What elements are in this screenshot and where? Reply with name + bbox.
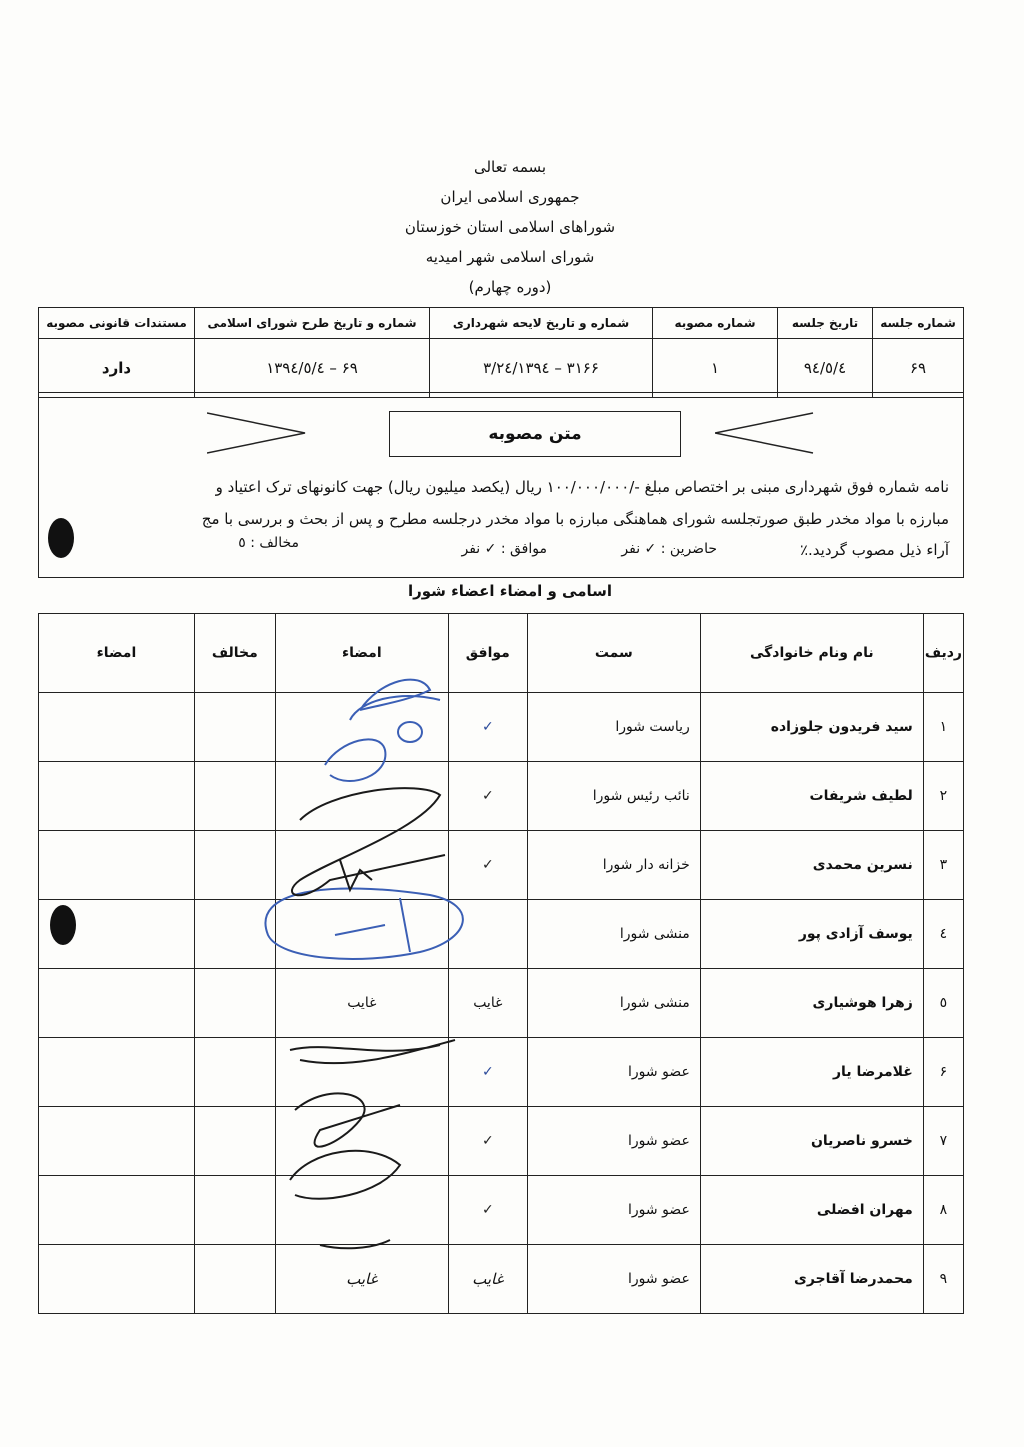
header-line: جمهوری اسلامی ایران bbox=[440, 188, 580, 206]
signature-cell bbox=[275, 1107, 448, 1176]
signature-cell bbox=[275, 831, 448, 900]
agree-mark bbox=[448, 900, 527, 969]
signature-cell bbox=[39, 693, 195, 762]
meta-header: شماره و تاریخ لایحه شهرداری bbox=[430, 308, 653, 339]
meta-value: ۱ bbox=[653, 339, 778, 398]
member-position: ریاست شورا bbox=[527, 693, 700, 762]
signature-cell bbox=[275, 1038, 448, 1107]
member-position: عضو شورا bbox=[527, 1245, 700, 1314]
member-name: لطیف شریفات bbox=[700, 762, 923, 831]
meta-value: ۶۹ – ۱۳۹٤/٥/٤ bbox=[195, 339, 430, 398]
members-header: موافق bbox=[448, 614, 527, 693]
meta-value: ۳۱۶۶ – ۱۳۹٤/۳/۲٤ bbox=[430, 339, 653, 398]
agree-mark: ✓ bbox=[448, 1176, 527, 1245]
table-row bbox=[39, 1176, 964, 1245]
banner-arrow-left bbox=[207, 411, 307, 455]
row-number: ۹ bbox=[923, 1245, 963, 1314]
table-row bbox=[39, 969, 964, 1038]
table-row bbox=[39, 693, 964, 762]
members-header: امضاء bbox=[275, 614, 448, 693]
meta-header: شماره مصوبه bbox=[653, 308, 778, 339]
members-header: سمت bbox=[527, 614, 700, 693]
resolution-line: مبارزه با مواد مخدر طبق صورتجلسه شورای هماهنگی مبارزه با مواد مخدر درجلسه مطرح و پس از بحث و بررسی با مج bbox=[201, 510, 949, 528]
member-position: عضو شورا bbox=[527, 1107, 700, 1176]
member-position: خزانه دار شورا bbox=[527, 831, 700, 900]
document-header bbox=[300, 152, 720, 302]
members-header: مخالف bbox=[194, 614, 275, 693]
agree-mark: ✓ bbox=[448, 1107, 527, 1176]
agree-mark: ✓ bbox=[448, 1038, 527, 1107]
agree-count: موافق : ✓ نفر bbox=[461, 541, 547, 557]
row-number: ۳ bbox=[923, 831, 963, 900]
member-name: مهران افضلی bbox=[700, 1176, 923, 1245]
signature-cell bbox=[39, 1107, 195, 1176]
member-position: عضو شورا bbox=[527, 1176, 700, 1245]
oppose-cell bbox=[194, 831, 275, 900]
table-row bbox=[39, 831, 964, 900]
banner-arrow-right bbox=[715, 411, 815, 455]
members-header: امضاء bbox=[39, 614, 195, 693]
table-row bbox=[39, 762, 964, 831]
resolution-line: آراء ذیل مصوب گردید.٪ bbox=[799, 541, 949, 559]
signature-cell: غایب bbox=[275, 969, 448, 1038]
row-number: ۶ bbox=[923, 1038, 963, 1107]
signature-cell bbox=[39, 969, 195, 1038]
row-number: ۲ bbox=[923, 762, 963, 831]
header-line: شورای اسلامی شهر امیدیه bbox=[425, 248, 595, 266]
meta-header: شماره و تاریخ طرح شورای اسلامی bbox=[195, 308, 430, 339]
signature-cell bbox=[39, 1176, 195, 1245]
header-line: (دوره چهارم) bbox=[468, 278, 552, 296]
signature-cell bbox=[39, 762, 195, 831]
oppose-cell bbox=[194, 1038, 275, 1107]
table-row bbox=[39, 900, 964, 969]
member-position: منشی شورا bbox=[527, 969, 700, 1038]
meta-header: شماره جلسه bbox=[873, 308, 964, 339]
member-name: خسرو ناصریان bbox=[700, 1107, 923, 1176]
signature-cell bbox=[275, 693, 448, 762]
oppose-cell bbox=[194, 693, 275, 762]
table-row bbox=[39, 1245, 964, 1314]
row-number: ۱ bbox=[923, 693, 963, 762]
member-position: منشی شورا bbox=[527, 900, 700, 969]
resolution-line: نامه شماره فوق شهرداری مبنی بر اختصاص مبلغ -/۱۰۰/۰۰۰/۰۰۰ ریال (یکصد میلیون ریال) جهت کانونهای ترک اعتیاد و bbox=[215, 478, 949, 496]
oppose-count: مخالف : ٥ bbox=[238, 535, 299, 551]
member-name: یوسف آزادی پور bbox=[700, 900, 923, 969]
table-row bbox=[39, 1038, 964, 1107]
member-name: سید فریدون جلوزاده bbox=[700, 693, 923, 762]
row-number: ٤ bbox=[923, 900, 963, 969]
oppose-cell bbox=[194, 762, 275, 831]
member-position: عضو شورا bbox=[527, 1038, 700, 1107]
agree-mark: غایب bbox=[448, 969, 527, 1038]
agree-mark: ✓ bbox=[448, 831, 527, 900]
resolution-box bbox=[38, 392, 964, 578]
signature-cell bbox=[39, 1245, 195, 1314]
members-title: اسامی و امضاء اعضاء شورا bbox=[407, 582, 613, 600]
signature-cell bbox=[39, 831, 195, 900]
member-name: زهرا هوشیاری bbox=[700, 969, 923, 1038]
member-name: غلامرضا یار bbox=[700, 1038, 923, 1107]
header-line: شوراهای اسلامی استان خوزستان bbox=[404, 218, 616, 236]
oppose-cell bbox=[194, 969, 275, 1038]
signature-cell bbox=[39, 900, 195, 969]
vote-summary bbox=[49, 535, 949, 569]
present-count: حاضرین : ✓ نفر bbox=[621, 541, 717, 557]
meta-header: مستندات قانونی مصوبه bbox=[39, 308, 195, 339]
signature-cell bbox=[275, 762, 448, 831]
meta-table bbox=[38, 307, 964, 398]
signature-cell bbox=[39, 1038, 195, 1107]
table-row bbox=[39, 1107, 964, 1176]
meta-value: دارد bbox=[39, 339, 195, 398]
agree-mark: غایب bbox=[448, 1245, 527, 1314]
row-number: ٥ bbox=[923, 969, 963, 1038]
agree-mark: ✓ bbox=[448, 762, 527, 831]
signature-cell: غایب bbox=[275, 1245, 448, 1314]
oppose-cell bbox=[194, 900, 275, 969]
members-header: ردیف bbox=[923, 614, 963, 693]
header-line: بسمه تعالی bbox=[473, 158, 547, 176]
oppose-cell bbox=[194, 1176, 275, 1245]
row-number: ۷ bbox=[923, 1107, 963, 1176]
meta-value: ۹٤/٥/٤ bbox=[778, 339, 873, 398]
members-table bbox=[38, 613, 964, 1314]
members-header: نام ونام خانوادگی bbox=[700, 614, 923, 693]
member-position: نائب رئیس شورا bbox=[527, 762, 700, 831]
member-name: محمدرضا آقاجری bbox=[700, 1245, 923, 1314]
oppose-cell bbox=[194, 1107, 275, 1176]
signature-cell bbox=[275, 900, 448, 969]
resolution-banner: متن مصوبه bbox=[389, 411, 681, 457]
row-number: ۸ bbox=[923, 1176, 963, 1245]
agree-mark: ✓ bbox=[448, 693, 527, 762]
meta-header: تاریخ جلسه bbox=[778, 308, 873, 339]
signature-cell bbox=[275, 1176, 448, 1245]
oppose-cell bbox=[194, 1245, 275, 1314]
meta-value: ۶۹ bbox=[873, 339, 964, 398]
resolution-text bbox=[49, 471, 949, 535]
member-name: نسرین محمدی bbox=[700, 831, 923, 900]
